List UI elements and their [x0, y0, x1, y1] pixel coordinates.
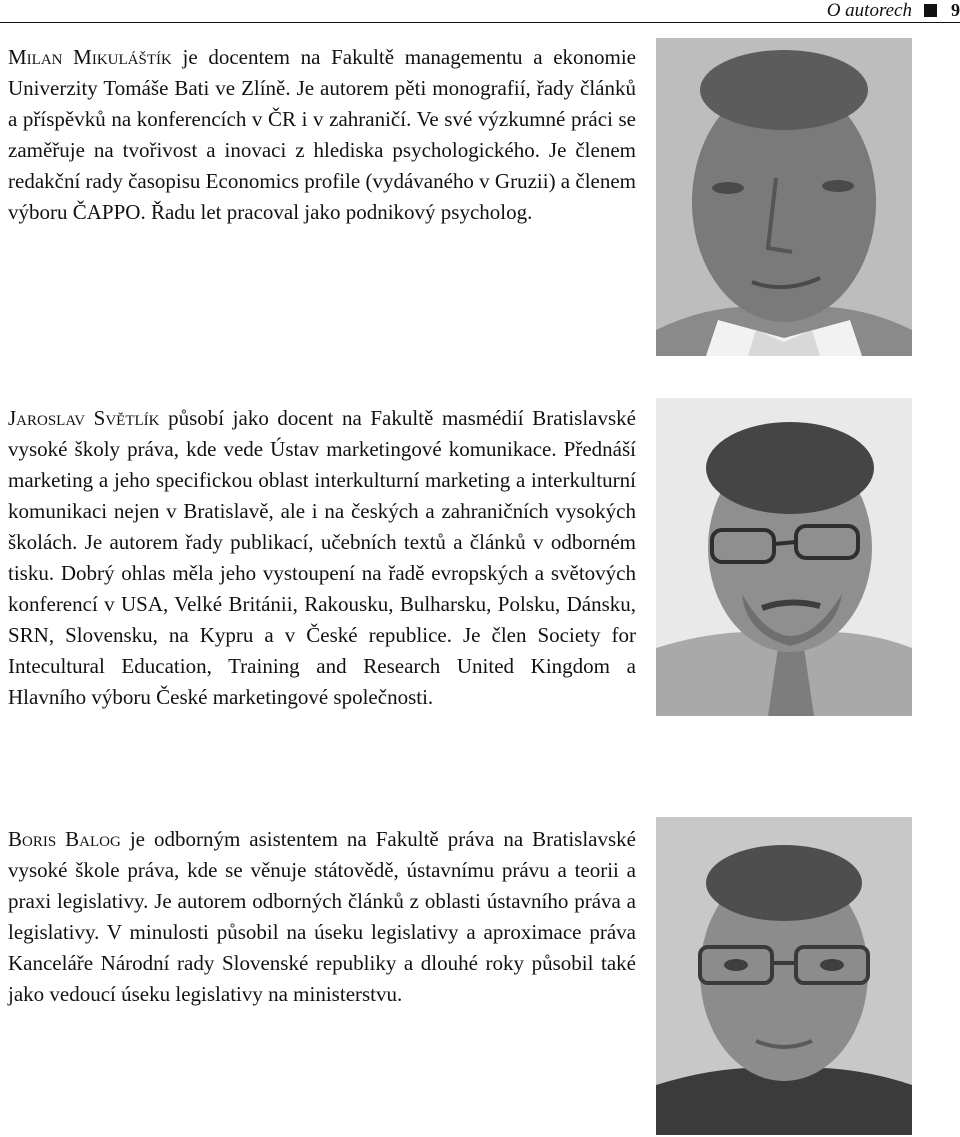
- bio-body: působí jako docent na Fakultě masmédií Bratislavské vysoké školy práva, kde vede Ústav marketingové komunikace. Přednáší marketing a jeho specifickou oblast interkulturní marketing a interkulturní komunikaci nejen v Bratislavě, ale i na českých a zahraničních vysokých školách. Je autorem řady publikací, učebních textů a článků v odborném tisku. Dobrý ohlas měla jeho vystoupení na řadě evropských a světových konferencí v USA, Velké Británii, Rakousku, Bulharsku, Polsku, Dánsku, SRN, Slovensku, na Kypru a v České republice. Je člen Society for Intecultural Education, Training and Research United Kingdom a Hlavního výboru České marketingové společnosti.: [8, 406, 636, 709]
- bio-body: je docentem na Fakultě managementu a ekonomie Univerzity Tomáše Bati ve Zlíně. Je autorem pěti monografií, řady článků a příspěvků na konferencích v ČR i v zahraničí. Ve své výzkumné práci se zaměřuje na tvořivost a inovaci z hlediska psychologického. Je členem redakční rady časopisu Economics profile (vydávaného v Gruzii) a členem výboru ČAPPO. Řadu let pracoval jako podnikový psycholog.: [8, 45, 637, 224]
- author-photo-jaroslav-svetlik: [656, 398, 912, 716]
- bio-jaroslav-svetlik: [8, 403, 636, 713]
- bio-body: je odborným asistentem na Fakultě práva na Bratislavské vysoké škole práva, kde se věnuje státovědě, ústavnímu právu a teorii a praxi legislativy. Je autorem odborných článků z oblasti ústavního práva a legislativy. V minulosti působil na úseku legislativy a aproximace práva Kanceláře Národní rady Slovenské republiky a dlouhé roky působil také jako vedoucí úseku legislativy na ministerstvu.: [8, 827, 636, 1006]
- author-name: Milan Mikuláštík: [8, 45, 172, 69]
- page-header: [0, 0, 960, 24]
- page-number: 9: [951, 0, 960, 20]
- bio-milan-mikulastik: [8, 42, 636, 228]
- running-title: O autorech: [826, 0, 912, 21]
- author-photo-boris-balog: [656, 817, 912, 1135]
- author-name: Boris Balog: [8, 827, 121, 851]
- bio-boris-balog: [8, 824, 636, 1010]
- author-photo-milan-mikulastik: [656, 38, 912, 356]
- author-name: Jaroslav Světlík: [8, 406, 160, 430]
- header-square-ornament: [924, 4, 937, 17]
- header-rule: [0, 22, 960, 23]
